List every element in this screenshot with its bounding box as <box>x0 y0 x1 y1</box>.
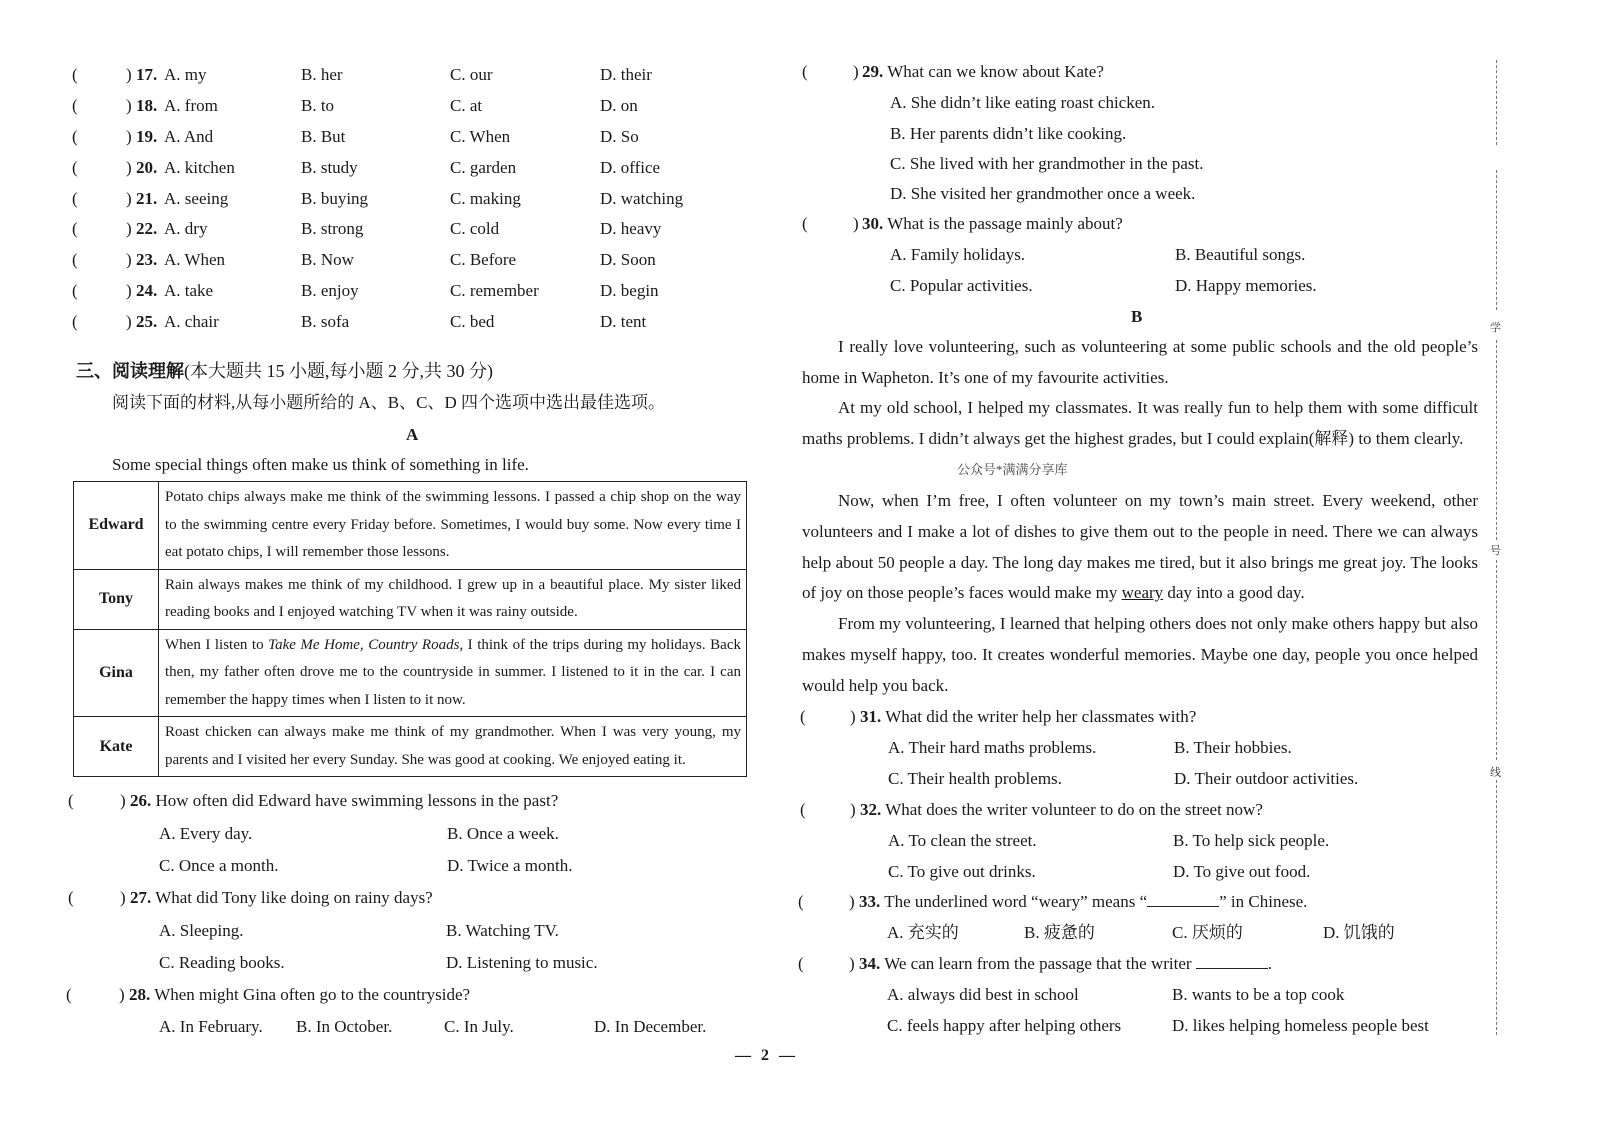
option-c: C. making <box>450 189 521 208</box>
option-b: B. buying <box>301 189 369 208</box>
answer-paren-open: ( <box>802 62 808 81</box>
option-b: B. Beautiful songs. <box>1175 245 1306 264</box>
option-a: A. chair <box>164 312 219 331</box>
option-b: B. Watching TV. <box>446 921 559 940</box>
answer-blank <box>1196 954 1268 969</box>
answer-paren-close: ) <box>120 888 126 907</box>
answer-paren-close: ) <box>126 96 132 115</box>
option-d: D. Their outdoor activities. <box>1174 769 1359 788</box>
answer-paren-close: ) <box>853 214 859 233</box>
option-c: C. Popular activities. <box>890 276 1033 295</box>
question-number: 26. <box>130 791 152 810</box>
paragraph-text: Now, when I’m free, I often volunteer on my town’s main street. Every weekend, other volunteers and I make a lot of dishes to give them out to the people in need. There we can always help about 50 people a day. The long day makes me tired, but it also brings me great joy. The looks of joy on those people’s faces would make my <box>802 491 1478 603</box>
answer-paren-open: ( <box>72 96 78 115</box>
option-d: D. begin <box>600 281 659 300</box>
option-b: B. strong <box>301 219 364 238</box>
option-a: A. always did best in school <box>887 985 1079 1004</box>
option-a: A. kitchen <box>164 158 235 177</box>
option-d: D. tent <box>600 312 647 331</box>
question-number: 20. <box>136 158 158 177</box>
option-c: C. 厌烦的 <box>1172 923 1243 942</box>
answer-paren-open: ( <box>802 214 808 233</box>
option-d: D. She visited her grandmother once a week. <box>890 184 1196 203</box>
answer-paren-open: ( <box>72 189 78 208</box>
question-number: 31. <box>860 707 882 726</box>
answer-paren-close: ) <box>126 312 132 331</box>
option-d: D. To give out food. <box>1173 862 1311 881</box>
answer-paren-open: ( <box>800 707 806 726</box>
binding-line <box>1496 780 1497 1035</box>
question-stem <box>129 984 470 1006</box>
option-a: A. dry <box>164 219 208 238</box>
option-d: D. on <box>600 96 638 115</box>
table-row <box>74 482 747 570</box>
answer-paren-close: ) <box>126 250 132 269</box>
stem-text: The underlined word “weary” means “ <box>884 892 1148 911</box>
option-b: B. sofa <box>301 312 350 331</box>
option-row <box>72 95 712 117</box>
answer-paren-open: ( <box>798 892 804 911</box>
passage-b-paragraph-1: I really love volunteering, such as volunteering at some public schools and the old people’s home in Wapheton. It’s one of my favourite activities. <box>802 337 1478 387</box>
section-title: 三、阅读理解 <box>76 361 184 381</box>
option-a: A. Their hard maths problems. <box>888 738 1097 757</box>
passage-b-paragraph-2 <box>802 393 1478 455</box>
question-stem <box>859 953 1272 975</box>
question-stem <box>859 891 1307 913</box>
side-label: 线 <box>1490 767 1501 779</box>
passage-b-label: B <box>1131 307 1143 326</box>
passage-a-label: A <box>406 425 419 444</box>
option-c: C. She lived with her grandmother in the past. <box>890 154 1204 173</box>
question-stem <box>860 706 1196 728</box>
option-a: A. from <box>164 96 218 115</box>
stem-text: ” in Chinese. <box>1219 892 1308 911</box>
answer-paren-open: ( <box>72 312 78 331</box>
option-b: B. to <box>301 96 335 115</box>
option-a: A. She didn’t like eating roast chicken. <box>890 93 1156 112</box>
option-c: C. Their health problems. <box>888 769 1062 788</box>
option-d: D. Happy memories. <box>1175 276 1317 295</box>
option-b: B. Now <box>301 250 354 269</box>
option-row <box>72 218 712 240</box>
answer-paren-open: ( <box>72 281 78 300</box>
table-row <box>74 629 747 717</box>
option-d: D. watching <box>600 189 684 208</box>
page-number: — 2 — <box>735 1047 795 1064</box>
answer-paren-open: ( <box>66 985 72 1004</box>
answer-paren-close: ) <box>126 65 132 84</box>
answer-paren-close: ) <box>119 985 125 1004</box>
stem-text: What is the passage mainly about? <box>887 214 1123 233</box>
option-a: A. Sleeping. <box>159 921 244 940</box>
passage-b-paragraph-4: From my volunteering, I learned that helping others does not only make others happy but also makes myself happy, too. It creates wonderful memories. Maybe one day, people you once helped would help you back. <box>802 614 1478 695</box>
answer-paren-close: ) <box>849 892 855 911</box>
stem-text: We can learn from the passage that the writer <box>884 954 1192 973</box>
question-number: 27. <box>130 888 152 907</box>
option-a: A. To clean the street. <box>888 831 1037 850</box>
option-b: B. Once a week. <box>447 824 559 843</box>
binding-line <box>1496 560 1497 760</box>
option-c: C. garden <box>450 158 517 177</box>
answer-paren-open: ( <box>800 800 806 819</box>
stem-text: What did the writer help her classmates with? <box>885 707 1197 726</box>
option-c: C. bed <box>450 312 495 331</box>
binding-line <box>1496 60 1497 145</box>
table-row <box>74 717 747 777</box>
option-a: A. my <box>164 65 207 84</box>
option-d: D. their <box>600 65 652 84</box>
question-number: 30. <box>862 214 884 233</box>
song-title: Take Me Home, Country Roads <box>268 636 460 653</box>
option-b: B. enjoy <box>301 281 359 300</box>
person-text <box>159 629 747 717</box>
option-d: D. likes helping homeless people best <box>1172 1016 1429 1035</box>
answer-paren-open: ( <box>68 888 74 907</box>
option-d: D. Twice a month. <box>447 856 573 875</box>
stem-text: What can we know about Kate? <box>887 62 1104 81</box>
answer-paren-close: ) <box>120 791 126 810</box>
option-d: D. In December. <box>594 1017 707 1036</box>
text-after: , I think of the trips during my holidays. Back then, my father often drove me to the countryside in summer. I listened to it in the car. I can remember the happy times when I listen to it now. <box>165 636 741 708</box>
section-instruction: 阅读下面的材料,从每小题所给的 A、B、C、D 四个选项中选出最佳选项。 <box>112 393 665 412</box>
answer-paren-open: ( <box>72 219 78 238</box>
option-row <box>72 188 712 210</box>
answer-paren-open: ( <box>72 127 78 146</box>
watermark: 公众号*满满分享库 <box>957 462 1068 477</box>
person-text: Potato chips always make me think of the swimming lessons. I passed a chip shop on the way to the swimming centre every Friday before. Sometimes, I would buy some. Now every time I eat potato chips, I will remember those lessons. <box>159 482 747 570</box>
option-row <box>72 249 712 271</box>
option-d: D. Soon <box>600 250 656 269</box>
option-a: A. take <box>164 281 214 300</box>
side-label: 号 <box>1490 545 1501 557</box>
option-d: D. Listening to music. <box>446 953 598 972</box>
stem-text: How often did Edward have swimming lessons in the past? <box>155 791 559 810</box>
option-c: C. To give out drinks. <box>888 862 1036 881</box>
option-a: A. When <box>164 250 226 269</box>
option-b: B. Her parents didn’t like cooking. <box>890 124 1127 143</box>
paragraph-text: day into a good day. <box>1163 583 1305 603</box>
answer-paren-close: ) <box>126 158 132 177</box>
answer-paren-close: ) <box>126 189 132 208</box>
option-c: C. In July. <box>444 1017 514 1036</box>
binding-line <box>1496 170 1497 310</box>
question-stem <box>860 799 1263 821</box>
option-c: C. Reading books. <box>159 953 285 972</box>
question-number: 28. <box>129 985 151 1004</box>
answer-paren-close: ) <box>126 127 132 146</box>
question-number: 33. <box>859 892 881 911</box>
option-c: C. Before <box>450 250 517 269</box>
stem-text: What did Tony like doing on rainy days? <box>155 888 433 907</box>
option-a: A. Every day. <box>159 824 253 843</box>
option-c: C. When <box>450 127 511 146</box>
answer-paren-open: ( <box>72 158 78 177</box>
option-a: A. And <box>164 127 214 146</box>
option-row <box>72 126 712 148</box>
question-number: 25. <box>136 312 158 331</box>
paragraph-text: At my old school, I helped my classmates. It was really fun to help them with some difficult maths problems. I didn’t always get the highest grades, but I could explain(解释) to them clearly. <box>802 398 1478 448</box>
option-row <box>72 64 712 86</box>
person-name: Edward <box>74 482 159 570</box>
option-row <box>72 157 712 179</box>
option-c: C. feels happy after helping others <box>887 1016 1122 1035</box>
option-c: C. cold <box>450 219 500 238</box>
passage-a-intro: Some special things often make us think of something in life. <box>112 455 529 474</box>
question-stem <box>130 790 558 812</box>
answer-paren-close: ) <box>850 707 856 726</box>
option-d: D. heavy <box>600 219 662 238</box>
answer-paren-open: ( <box>72 65 78 84</box>
question-number: 29. <box>862 62 884 81</box>
table-row <box>74 569 747 629</box>
answer-paren-close: ) <box>850 800 856 819</box>
side-label: 学 <box>1490 322 1501 334</box>
option-a: A. In February. <box>159 1017 263 1036</box>
option-d: D. office <box>600 158 661 177</box>
binding-line <box>1496 340 1497 540</box>
stem-text: What does the writer volunteer to do on the street now? <box>885 800 1263 819</box>
answer-paren-open: ( <box>798 954 804 973</box>
option-b: B. her <box>301 65 343 84</box>
option-d: D. 饥饿的 <box>1323 923 1395 942</box>
option-d: D. So <box>600 127 639 146</box>
answer-paren-close: ) <box>853 62 859 81</box>
question-number: 24. <box>136 281 158 300</box>
passage-b-paragraph-3 <box>802 486 1478 609</box>
section-note: (本大题共 15 小题,每小题 2 分,共 30 分) <box>184 361 493 381</box>
answer-paren-close: ) <box>126 219 132 238</box>
option-row <box>72 280 712 302</box>
question-stem <box>130 887 433 909</box>
person-name: Gina <box>74 629 159 717</box>
question-number: 23. <box>136 250 158 269</box>
option-b: B. wants to be a top cook <box>1172 985 1345 1004</box>
option-b: B. study <box>301 158 358 177</box>
option-row <box>72 311 712 333</box>
text-before: When I listen to <box>165 636 269 653</box>
option-b: B. To help sick people. <box>1173 831 1330 850</box>
option-b: B. In October. <box>296 1017 393 1036</box>
underlined-word: weary <box>1121 583 1164 603</box>
question-number: 22. <box>136 219 158 238</box>
question-number: 17. <box>136 65 158 84</box>
question-number: 19. <box>136 127 158 146</box>
option-a: A. Family holidays. <box>890 245 1026 264</box>
option-c: C. our <box>450 65 493 84</box>
person-name: Tony <box>74 569 159 629</box>
stem-end: . <box>1267 954 1273 973</box>
question-number: 18. <box>136 96 158 115</box>
person-text: Roast chicken can always make me think of my grandmother. When I was very young, my parents and I visited her every Sunday. She was good at cooking. We enjoyed eating it. <box>159 717 747 777</box>
option-a: A. 充实的 <box>887 923 959 942</box>
answer-paren-open: ( <box>72 250 78 269</box>
question-stem <box>862 213 1123 235</box>
option-c: C. remember <box>450 281 539 300</box>
option-b: B. But <box>301 127 346 146</box>
answer-blank <box>1147 892 1219 907</box>
question-number: 34. <box>859 954 881 973</box>
answer-paren-open: ( <box>68 791 74 810</box>
answer-paren-close: ) <box>849 954 855 973</box>
option-a: A. seeing <box>164 189 229 208</box>
person-name: Kate <box>74 717 159 777</box>
stem-text: When might Gina often go to the countryside? <box>154 985 471 1004</box>
option-c: C. Once a month. <box>159 856 279 875</box>
section-heading <box>76 359 493 383</box>
question-stem <box>862 61 1104 83</box>
question-number: 21. <box>136 189 158 208</box>
passage-a-table <box>73 481 747 777</box>
option-b: B. 疲惫的 <box>1024 923 1095 942</box>
answer-paren-close: ) <box>126 281 132 300</box>
question-number: 32. <box>860 800 882 819</box>
option-b: B. Their hobbies. <box>1174 738 1292 757</box>
option-c: C. at <box>450 96 483 115</box>
person-text: Rain always makes me think of my childhood. I grew up in a beautiful place. My sister liked reading books and I enjoyed watching TV when it was rainy outside. <box>159 569 747 629</box>
